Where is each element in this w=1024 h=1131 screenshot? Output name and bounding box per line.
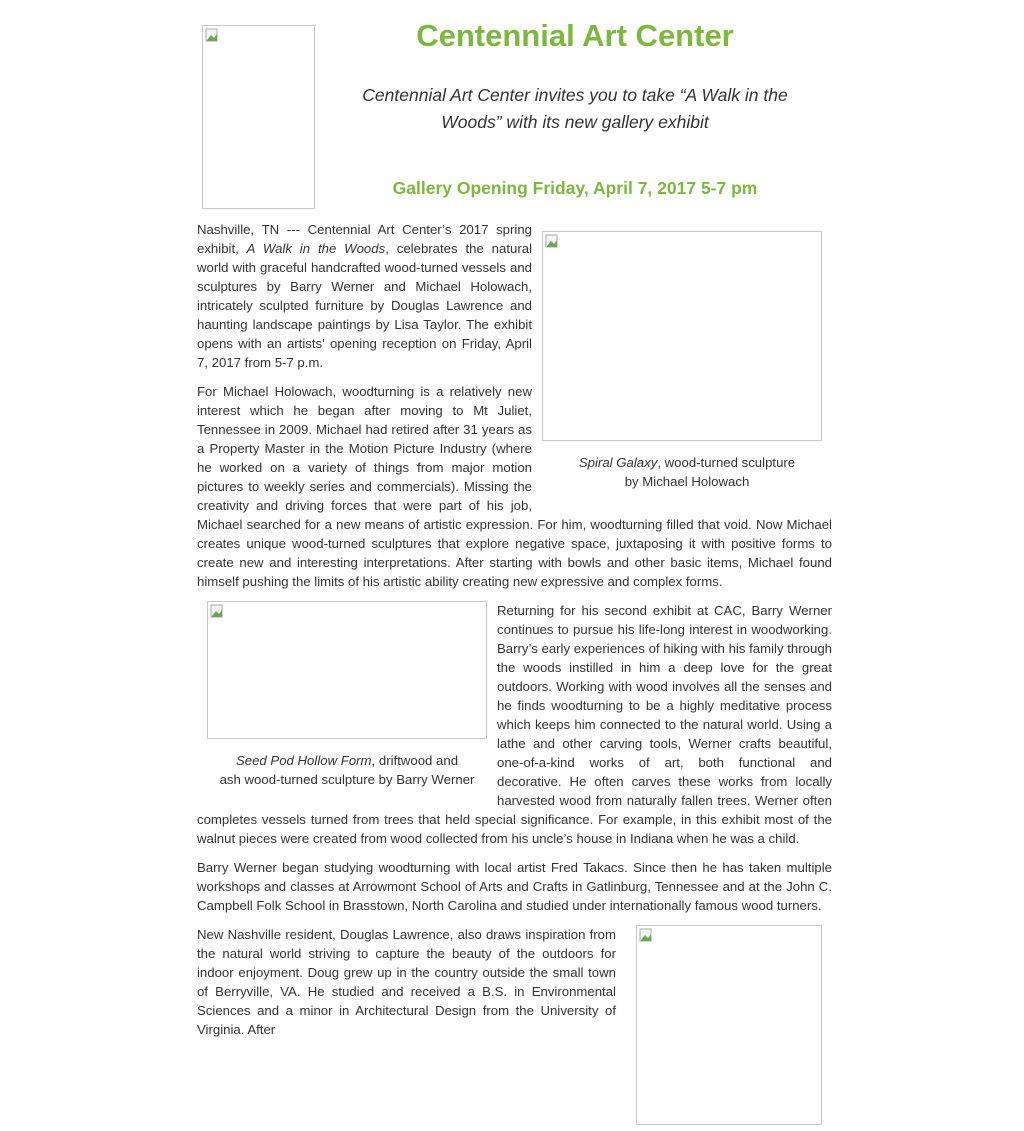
image-placeholder xyxy=(207,601,487,739)
paragraph-holowach: For Michael Holowach, woodturning is a relatively new interest which he began after moving to Mt Juliet, Tennessee in 2009. Michael had retired after 31 years as a Property Master in the Motion Picture Industry (where he worked on a variety of things from major motion pictures to weekly series and commercials). Missing the creativity and driving forces that were part of his job, Michael searched for a new means of artistic expression. For him, woodturning filled that void. Now Michael creates unique wood-turned sculptures that explore negative space, juxtaposing it with positive forms to create new and interesting interpretations. After starting with bowls and other basic items, Michael found himself pushing the limits of his artistic ability creating new expressive and complex forms. xyxy=(197,384,832,589)
broken-image-icon xyxy=(639,928,653,942)
header xyxy=(197,0,832,220)
broken-image-icon xyxy=(545,234,559,248)
broken-image-icon xyxy=(210,604,224,618)
paragraph-werner-study: Barry Werner began studying woodturning with local artist Fred Takacs. Since then he has taken multiple workshops and classes at Arrowmont School of Arts and Crafts in Gatlinburg, Tennessee and at the John C. Campbell Folk School in Brasstown, North Carolina and studied under internationally famous wood turners. xyxy=(197,860,832,913)
caption xyxy=(207,751,487,789)
figure-lawrence xyxy=(626,925,822,1125)
paragraph-werner: Returning for his second exhibit at CAC, Barry Werner continues to pursue his life-long interest in woodworking. Barry’s early experiences of hiking with his family through the woods instilled in him a deep love for the great outdoors. Working with wood involves all the senses and he finds woodturning to be a highly meditative process which keeps him connected to the natural world. Using a lathe and other carving tools, Werner crafts beautiful, one-of-a-kind works of art, both functional and decorative. He often carves these works from locally harvested wood from naturally fallen trees. Werner often completes vessels turned from trees that held special significance. For example, in this exhibit most of the walnut pieces were created from wood collected from his uncle’s house in Indiana when he was a child. xyxy=(197,603,832,846)
caption-text: , driftwood and xyxy=(371,753,459,768)
caption xyxy=(542,453,832,491)
logo-image-placeholder xyxy=(202,25,315,209)
subtitle: Centennial Art Center invites you to take “A Walk in the Woods” with its new gallery exhibit xyxy=(362,85,788,132)
caption-text: , wood-turned sculpture xyxy=(657,455,796,470)
text: Nashville, TN --- Centennial Art Center’s 2017 spring exhibit, xyxy=(197,222,532,256)
figure-spiral-galaxy xyxy=(542,231,832,491)
caption-title: Seed Pod Hollow Form xyxy=(235,753,372,768)
image-placeholder xyxy=(636,925,822,1125)
exhibit-title: A Walk in the Woods xyxy=(246,241,386,256)
paragraph-lawrence: New Nashville resident, Douglas Lawrence, also draws inspiration from the natural world striving to capture the beauty of the outdoors for indoor enjoyment. Doug grew up in the country outside the small town of Berryville, VA. He studied and received a B.S. in Environmental Sciences and a minor in Architectural Design from the University of Virginia. After xyxy=(197,927,616,1037)
text: , celebrates the natural world with graceful handcrafted wood-turned vessels and sculptures by Barry Werner and Michael Holowach, intricately sculpted furniture by Douglas Lawrence and haunting landscape paintings by Lisa Taylor. The exhibit opens with an artists' opening reception on Friday, April 7, 2017 from 5-7 p.m. xyxy=(197,241,533,370)
figure-seed-pod xyxy=(207,601,487,789)
caption-title: Spiral Galaxy xyxy=(578,455,658,470)
gallery-opening: Gallery Opening Friday, April 7, 2017 5-7 pm xyxy=(392,178,758,198)
caption-text: ash wood-turned sculpture by Barry Werner xyxy=(219,772,475,787)
caption-text: by Michael Holowach xyxy=(624,474,750,489)
image-placeholder xyxy=(542,231,822,441)
newsletter xyxy=(197,0,832,1131)
broken-image-icon xyxy=(205,28,219,42)
page-title: Centennial Art Center xyxy=(416,18,734,53)
